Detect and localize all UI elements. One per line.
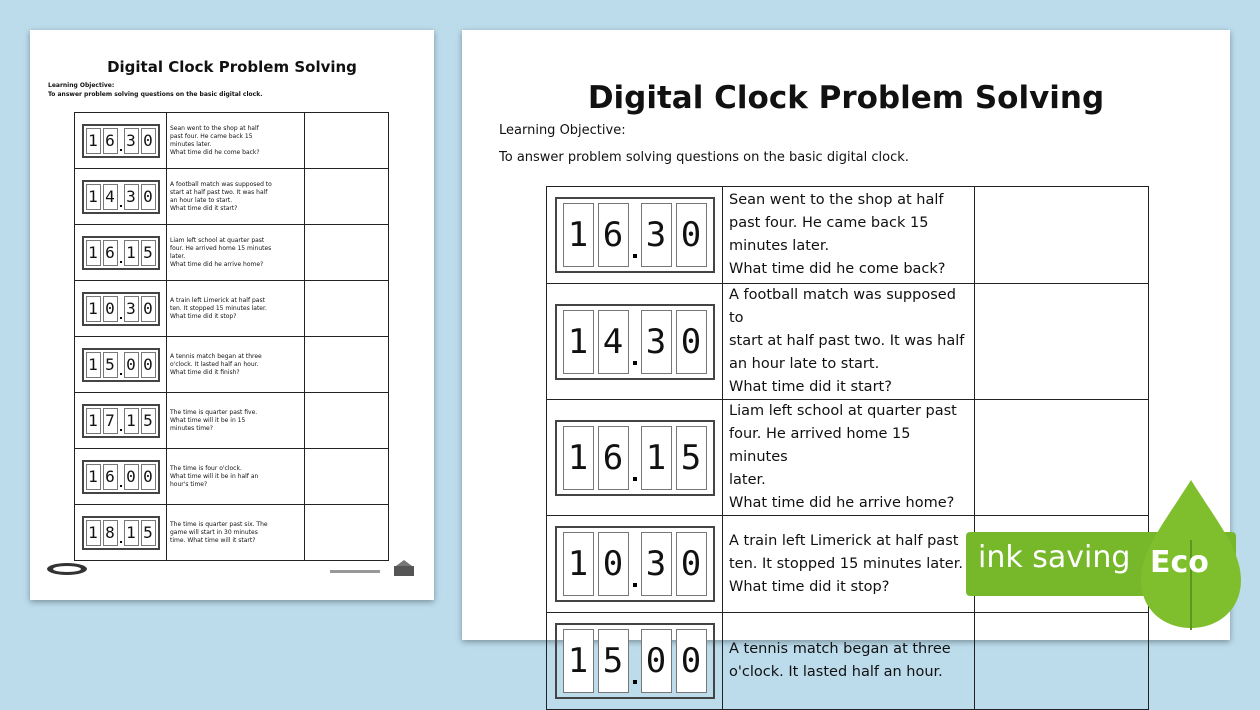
clock-cell bbox=[547, 613, 723, 710]
table-row bbox=[75, 225, 389, 281]
clock-digit: 1 bbox=[124, 408, 139, 434]
clock-separator bbox=[120, 485, 122, 487]
clock-digit: 1 bbox=[563, 310, 594, 374]
question-line: an hour late to start. bbox=[170, 196, 233, 204]
clock-digit: 8 bbox=[103, 520, 118, 546]
clock-digit: 7 bbox=[103, 408, 118, 434]
answer-cell[interactable] bbox=[305, 337, 389, 393]
clock-digit: 0 bbox=[141, 184, 156, 210]
clock-separator bbox=[120, 261, 122, 263]
question-line: ten. It stopped 15 minutes later. bbox=[170, 304, 267, 312]
table-row bbox=[547, 187, 1149, 284]
question-cell bbox=[167, 505, 305, 561]
clock-digit: 3 bbox=[641, 203, 672, 267]
question-line: minutes later. bbox=[729, 238, 830, 254]
footer-url bbox=[330, 570, 380, 573]
question-line: What time did it finish? bbox=[170, 368, 240, 376]
clock-digit: 3 bbox=[124, 184, 139, 210]
question-line: four. He arrived home 15 minutes bbox=[729, 426, 911, 465]
clock-digit: 1 bbox=[124, 520, 139, 546]
clock-separator bbox=[633, 254, 637, 258]
question-line: A football match was supposed to bbox=[170, 180, 272, 188]
clock-digit: 5 bbox=[598, 629, 629, 693]
clock-digit: 1 bbox=[641, 426, 672, 490]
table-row bbox=[75, 281, 389, 337]
clock-digit: 0 bbox=[641, 629, 672, 693]
eco-label: Eco bbox=[1150, 545, 1209, 580]
answer-cell[interactable] bbox=[305, 281, 389, 337]
question-table bbox=[74, 112, 389, 561]
clock-digit: 6 bbox=[598, 203, 629, 267]
clock-digit: 1 bbox=[86, 408, 101, 434]
clock-separator bbox=[633, 477, 637, 481]
digital-clock bbox=[82, 404, 160, 438]
question-line: game will start in 30 minutes bbox=[170, 528, 258, 536]
clock-digit: 0 bbox=[141, 464, 156, 490]
question-line: What time did it stop? bbox=[729, 578, 890, 595]
question-line: What time did he arrive home? bbox=[170, 260, 264, 268]
clock-cell bbox=[547, 400, 723, 516]
table-row bbox=[75, 113, 389, 169]
clock-separator bbox=[633, 583, 637, 587]
question-line: What time did it stop? bbox=[170, 312, 237, 320]
learning-objective-label: Learning Objective: bbox=[499, 123, 626, 138]
clock-digit: 3 bbox=[124, 296, 139, 322]
table-row bbox=[75, 169, 389, 225]
clock-digit: 6 bbox=[598, 426, 629, 490]
question-line: What time did it start? bbox=[729, 379, 892, 395]
question-cell bbox=[723, 284, 975, 400]
clock-cell bbox=[75, 393, 167, 449]
question-line: What time did he come back? bbox=[170, 148, 260, 156]
publisher-logo-icon bbox=[46, 562, 88, 576]
clock-cell bbox=[75, 337, 167, 393]
clock-digit: 0 bbox=[676, 532, 707, 596]
clock-separator bbox=[120, 429, 122, 431]
digital-clock bbox=[82, 124, 160, 158]
clock-digit: 1 bbox=[86, 352, 101, 378]
question-line: Sean went to the shop at half bbox=[729, 192, 944, 208]
clock-digit: 5 bbox=[676, 426, 707, 490]
question-line: A tennis match began at three bbox=[170, 352, 262, 360]
clock-digit: 0 bbox=[676, 310, 707, 374]
question-line: The time is quarter past six. The bbox=[170, 520, 268, 528]
question-line: Liam left school at quarter past bbox=[729, 403, 957, 419]
question-line: o'clock. It lasted half an hour. bbox=[170, 360, 259, 368]
clock-separator bbox=[633, 680, 637, 684]
answer-cell[interactable] bbox=[305, 449, 389, 505]
digital-clock bbox=[555, 526, 715, 602]
clock-digit: 5 bbox=[141, 240, 156, 266]
answer-cell[interactable] bbox=[305, 225, 389, 281]
question-line: What time did it start? bbox=[170, 204, 238, 212]
question-cell bbox=[723, 400, 975, 516]
question-cell bbox=[167, 169, 305, 225]
clock-separator bbox=[633, 361, 637, 365]
question-line: What time will it be in 15 bbox=[170, 416, 246, 424]
digital-clock bbox=[555, 304, 715, 380]
question-line: The time is four o'clock. bbox=[170, 464, 242, 472]
digital-clock bbox=[82, 236, 160, 270]
clock-digit: 0 bbox=[598, 532, 629, 596]
clock-separator bbox=[120, 149, 122, 151]
learning-objective-text: To answer problem solving questions on the basic digital clock. bbox=[48, 91, 263, 98]
question-cell bbox=[723, 613, 975, 710]
clock-digit: 1 bbox=[86, 128, 101, 154]
question-line: minutes time? bbox=[170, 424, 213, 432]
clock-digit: 1 bbox=[563, 532, 594, 596]
question-line: minutes later. bbox=[170, 140, 212, 148]
question-line: past four. He came back 15 bbox=[170, 132, 253, 140]
ink-saving-label: ink saving bbox=[978, 540, 1131, 575]
clock-digit: 5 bbox=[103, 352, 118, 378]
table-row bbox=[547, 284, 1149, 400]
question-cell bbox=[167, 281, 305, 337]
answer-cell[interactable] bbox=[975, 400, 1149, 516]
answer-cell[interactable] bbox=[975, 284, 1149, 400]
clock-digit: 4 bbox=[103, 184, 118, 210]
clock-digit: 4 bbox=[598, 310, 629, 374]
clock-separator bbox=[120, 205, 122, 207]
question-line: A football match was supposed to bbox=[729, 287, 956, 326]
clock-digit: 0 bbox=[141, 296, 156, 322]
clock-digit: 1 bbox=[124, 240, 139, 266]
digital-clock bbox=[555, 420, 715, 496]
clock-digit: 3 bbox=[641, 532, 672, 596]
question-line: What time will it be in half an bbox=[170, 472, 259, 480]
clock-digit: 1 bbox=[563, 629, 594, 693]
clock-cell bbox=[75, 225, 167, 281]
clock-digit: 0 bbox=[141, 128, 156, 154]
digital-clock bbox=[82, 460, 160, 494]
question-line: What time did he come back? bbox=[729, 261, 946, 277]
answer-cell[interactable] bbox=[305, 505, 389, 561]
clock-cell bbox=[75, 113, 167, 169]
clock-digit: 0 bbox=[124, 352, 139, 378]
clock-digit: 1 bbox=[563, 426, 594, 490]
clock-digit: 1 bbox=[86, 184, 101, 210]
worksheet-thumbnail bbox=[30, 30, 434, 600]
clock-digit: 5 bbox=[141, 520, 156, 546]
clock-digit: 0 bbox=[676, 203, 707, 267]
question-line: later. bbox=[729, 472, 766, 488]
clock-digit: 0 bbox=[103, 296, 118, 322]
digital-clock bbox=[82, 516, 160, 550]
question-line: A train left Limerick at half past bbox=[170, 296, 265, 304]
clock-digit: 1 bbox=[563, 203, 594, 267]
clock-digit: 1 bbox=[86, 296, 101, 322]
question-line: o'clock. It lasted half an hour. bbox=[729, 664, 943, 680]
clock-cell bbox=[547, 516, 723, 613]
digital-clock bbox=[555, 623, 715, 699]
clock-cell bbox=[75, 505, 167, 561]
question-cell bbox=[167, 337, 305, 393]
question-cell bbox=[723, 187, 975, 284]
clock-digit: 6 bbox=[103, 128, 118, 154]
answer-cell[interactable] bbox=[975, 187, 1149, 284]
clock-digit: 0 bbox=[124, 464, 139, 490]
question-table bbox=[546, 186, 1149, 710]
learning-objective-label: Learning Objective: bbox=[48, 82, 115, 89]
table-row bbox=[75, 449, 389, 505]
clock-digit: 0 bbox=[676, 629, 707, 693]
answer-cell[interactable] bbox=[305, 393, 389, 449]
answer-cell[interactable] bbox=[975, 613, 1149, 710]
learning-objective-text: To answer problem solving questions on the basic digital clock. bbox=[499, 150, 909, 165]
question-line: Liam left school at quarter past bbox=[170, 236, 265, 244]
clock-separator bbox=[120, 541, 122, 543]
worksheet-title: Digital Clock Problem Solving bbox=[107, 58, 357, 76]
answer-cell[interactable] bbox=[305, 113, 389, 169]
digital-clock bbox=[82, 292, 160, 326]
table-row bbox=[75, 505, 389, 561]
question-line: ten. It stopped 15 minutes later. bbox=[729, 555, 963, 572]
clock-digit: 3 bbox=[124, 128, 139, 154]
clock-digit: 0 bbox=[141, 352, 156, 378]
question-line: an hour late to start. bbox=[729, 356, 880, 372]
table-row bbox=[75, 337, 389, 393]
clock-separator bbox=[120, 373, 122, 375]
clock-cell bbox=[75, 281, 167, 337]
worksheet-title: Digital Clock Problem Solving bbox=[587, 80, 1105, 116]
question-line: later. bbox=[170, 252, 186, 260]
clock-cell bbox=[547, 187, 723, 284]
table-row bbox=[547, 613, 1149, 710]
question-cell bbox=[167, 113, 305, 169]
clock-digit: 5 bbox=[141, 408, 156, 434]
clock-cell bbox=[547, 284, 723, 400]
question-line: A tennis match began at three bbox=[729, 641, 951, 657]
question-line: time. What time will it start? bbox=[170, 536, 256, 544]
question-line: What time did he arrive home? bbox=[729, 495, 955, 511]
question-line: Sean went to the shop at half bbox=[170, 124, 259, 132]
question-line: hour's time? bbox=[170, 480, 208, 488]
clock-digit: 1 bbox=[86, 464, 101, 490]
answer-cell[interactable] bbox=[305, 169, 389, 225]
clock-digit: 1 bbox=[86, 520, 101, 546]
question-cell bbox=[167, 449, 305, 505]
digital-clock bbox=[82, 348, 160, 382]
clock-digit: 3 bbox=[641, 310, 672, 374]
clock-cell bbox=[75, 169, 167, 225]
question-cell bbox=[723, 516, 975, 613]
question-cell bbox=[167, 393, 305, 449]
question-cell bbox=[167, 225, 305, 281]
question-line: The time is quarter past five. bbox=[170, 408, 258, 416]
clock-digit: 6 bbox=[103, 240, 118, 266]
clock-digit: 6 bbox=[103, 464, 118, 490]
footer-badge-icon bbox=[392, 560, 416, 578]
question-line: past four. He came back 15 bbox=[729, 215, 929, 231]
clock-digit: 1 bbox=[86, 240, 101, 266]
question-line: start at half past two. It was half bbox=[729, 333, 965, 349]
table-row bbox=[75, 393, 389, 449]
digital-clock bbox=[82, 180, 160, 214]
table-row bbox=[547, 400, 1149, 516]
digital-clock bbox=[555, 197, 715, 273]
clock-cell bbox=[75, 449, 167, 505]
question-line: A train left Limerick at half past bbox=[729, 532, 959, 549]
question-line: start at half past two. It was half bbox=[170, 188, 268, 196]
question-line: four. He arrived home 15 minutes bbox=[170, 244, 272, 252]
clock-separator bbox=[120, 317, 122, 319]
